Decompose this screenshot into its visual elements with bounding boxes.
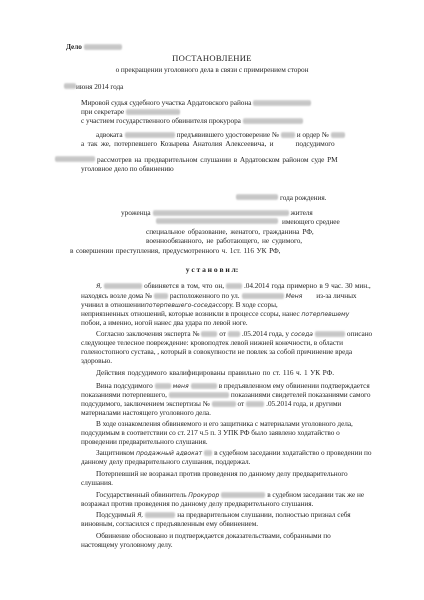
section-title: у с т а н о в и л: [185,265,239,274]
p9-line-1: Подсудимый Я, на предварительном слушании, полностью признал себя [96,510,351,519]
intro-line-7: уголовное дело по обвинению [81,164,174,173]
redacted-lawyer [125,132,175,138]
intro-line-8: года рождения. [280,193,326,202]
p4-line-3: подсудимого, заключением экспертизы № от .05.2014 года, и другими [81,399,342,408]
p4-line-1: Вина подсудимого меня в предъявленном ему обвинении подтверждается [96,381,370,390]
redacted-prosecutor [243,118,303,124]
intro-line-2: при секретаре [81,107,182,116]
intro-line-9: уроженца жителя [121,208,313,217]
intro-line-6: рассмотрев на предварительном слушании в Ардатовском районом суде РМ [97,155,338,164]
p9-line-2: виновным, согласился с предъявленным ему обвинением. [81,519,259,528]
p2-line-2: следующее телесное повреждение: кровоподтек левой нижней конечности, в области [81,338,344,347]
p7-line-1: Потерпевший не возражал против проведения по данному делу предварительного [96,469,348,478]
p2-line-1: Согласно заключения эксперта № от .05.2014 года, у соседа описано [96,329,373,338]
p1-line-3: учинил в отношениипотерпевшего-соседассору. В ходе ссоры, [81,300,278,309]
p2-line-3: голеностопного сустава, , который в совокупности не повлек за собой причинение вреда [81,347,353,356]
redacted-birthplace [153,210,289,216]
intro-line-12: военнообязанного, не работающего, не судимого, [146,236,303,245]
p5-line-2: подсудимым в соответствии со ст. 217 ч.5 п. 3 УПК РФ было заявлено ходатайство о [81,428,340,437]
p1-line-5: побои, а именно, ногой нанес два удара по левой ноге. [81,318,248,327]
p2-line-4: здоровью. [81,356,113,365]
p5-line-3: проведении предварительного слушания. [81,437,208,446]
redacted-day [64,83,76,89]
intro-line-5: а так же, потерпевшего Козырева Анатолия Алексеевича, и подсудимого [81,139,335,148]
intro-line-13: в совершении преступления, предусмотренного ч. 1ст. 116 УК РФ, [70,246,281,255]
case-number-line [66,42,124,51]
document-subtitle: о прекращении уголовного дела в связи с примирением сторон [115,65,309,74]
p10-line-2: настоящему уголовному делу. [81,540,173,549]
redacted-defendant-name [236,194,278,200]
redacted-defendant [55,156,95,162]
p7-line-2: слушания. [81,478,113,487]
document-date: июня 2014 года [76,82,124,91]
redacted-case-number [84,44,122,50]
redacted-judge [253,100,311,106]
intro-line-3: с участием государственного обвинителя прокурора [81,116,305,125]
p4-line-2: показаниями потерпевшего, показаниями свидетелей показаниями самого [81,390,371,399]
document-title: ПОСТАНОВЛЕНИЕ [172,53,252,63]
intro-line-1: Мировой судья судебного участка Ардатовского района [81,98,313,107]
p6-line-1: Защитником продажный адвокат в судебном заседании ходатайство о проведении по [96,448,372,457]
case-label: Дело [66,42,82,51]
intro-line-4: адвоката предъявившего удостоверение № и ордер № [96,130,347,139]
document-date-line [76,82,123,91]
intro-line-10: имеющего среднее [282,217,340,226]
intro-line-11: специальное образование, женатого, гражданина РФ, [146,227,314,236]
redacted-address [156,218,278,224]
p1-line-4: неприязненных отношений, которые возникли в процессе ссоры, нанес потерпевшему [81,309,350,318]
p1-line-1: Я, обвиняется в том, что он, .04.2014 года примерно в 9 час. 30 мин., [96,281,371,290]
p1-line-2: находясь возле дома № расположенного по ул. Меня из-за личных [81,291,357,300]
p8-line-2: возражал против проведения по данному делу предварительного слушания. [81,499,314,508]
p5-line-1: В ходе ознакомления обвиняемого и его защитника с материалами уголовного дела, [96,419,353,428]
p3-line-1: Действия подсудимого квалифицированы правильно по ст. 116 ч. 1 УК РФ. [96,368,335,377]
p4-line-4: материалами настоящего уголовного дела. [81,408,211,417]
p8-line-1: Государственный обвинитель Прокурор в судебном заседании так же не [96,490,365,499]
redacted-secretary [126,109,180,115]
p10-line-1: Обвинение обосновано и подтверждается доказательствами, собранными по [96,531,331,540]
p6-line-2: данному делу предварительного слушания, поддержал. [81,457,251,466]
